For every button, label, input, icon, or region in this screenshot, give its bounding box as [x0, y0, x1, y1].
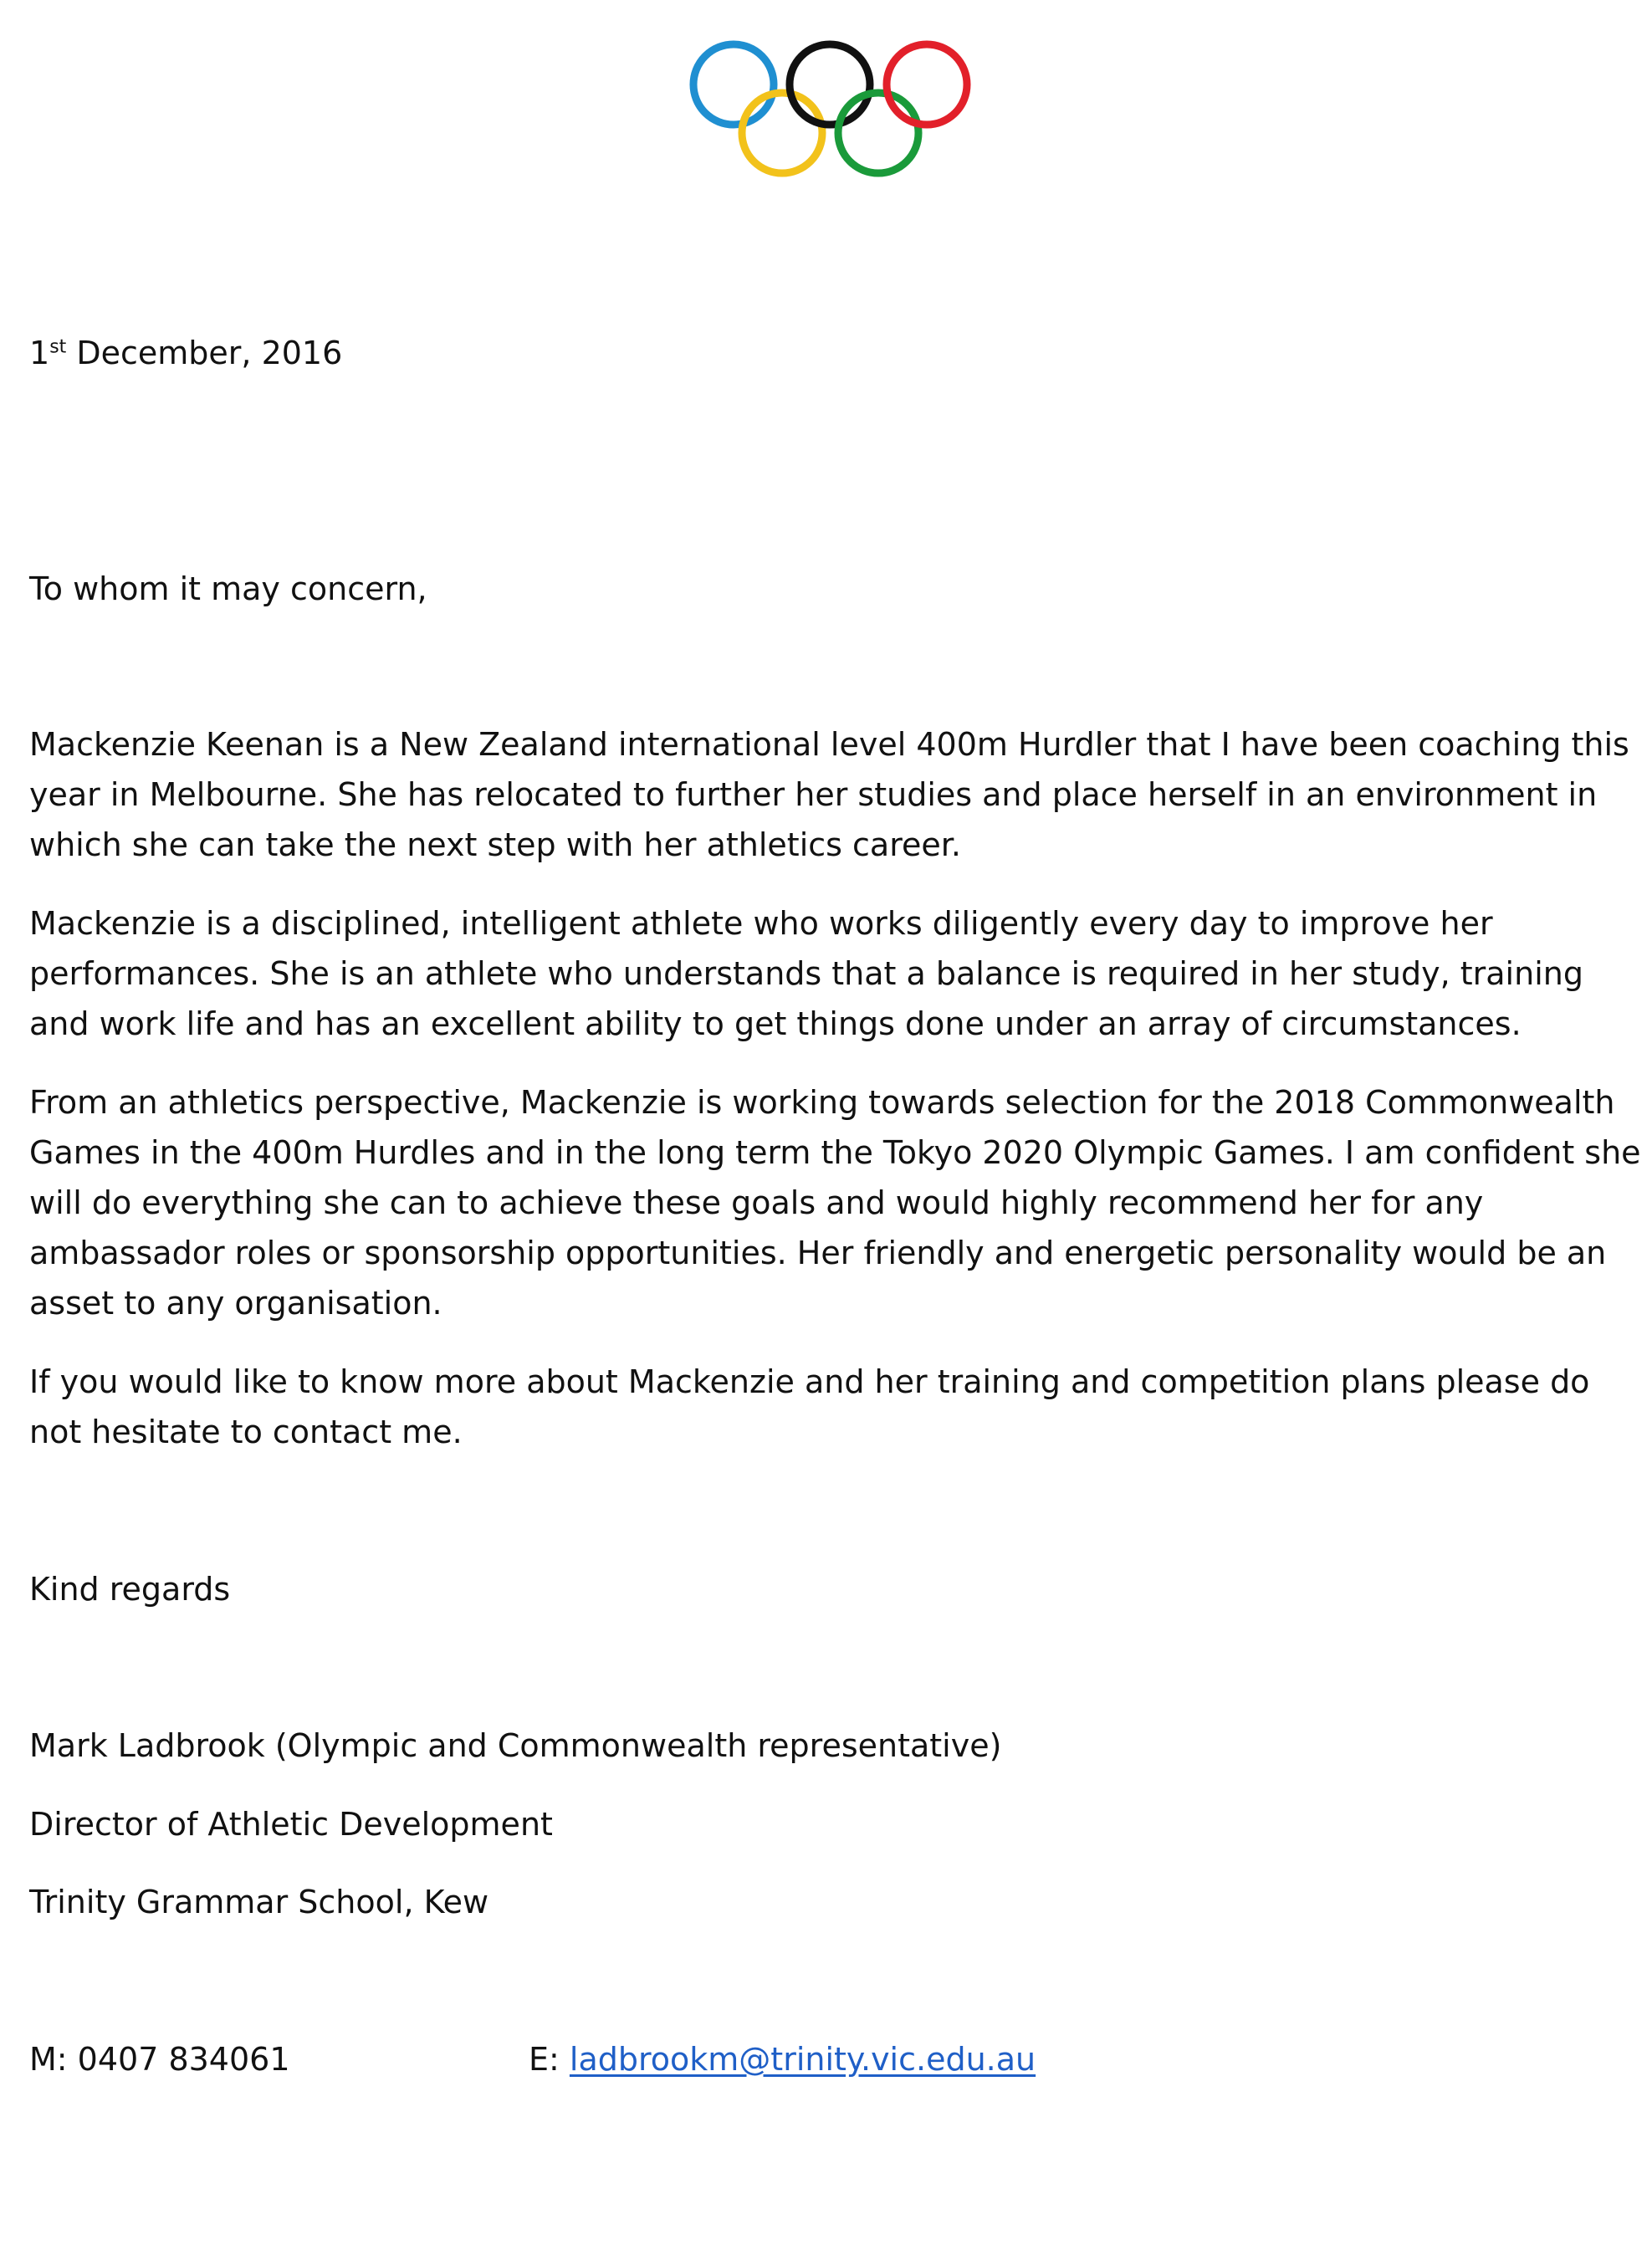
- body-paragraph-1: [29, 719, 1629, 870]
- email-label: E:: [529, 2041, 570, 2078]
- paragraph-line: Mackenzie is a disciplined, intelligent athlete who works diligently every day to improve her: [29, 905, 1493, 942]
- email-link[interactable]: ladbrookm@trinity.vic.edu.au: [569, 2041, 1036, 2078]
- paragraph-line: Games in the 400m Hurdles and in the long term the Tokyo 2020 Olympic Games. I am confident she: [29, 1134, 1641, 1171]
- yellow-ring: [742, 93, 822, 173]
- closing: Kind regards: [29, 1571, 231, 1608]
- paragraph-line: From an athletics perspective, Mackenzie is working towards selection for the 2018 Commonwealth: [29, 1084, 1615, 1121]
- body-paragraph-2: [29, 898, 1619, 1049]
- contact-mobile: M: 0407 834061: [29, 2041, 290, 2078]
- contact-email-row: [529, 2034, 1036, 2084]
- paragraph-line: will do everything she can to achieve these goals and would highly recommend her for any: [29, 1184, 1484, 1221]
- body-paragraph-4: [29, 1357, 1619, 1457]
- date-rest: December, 2016: [66, 335, 343, 371]
- signature-name: Mark Ladbrook (Olympic and Commonwealth representative): [29, 1727, 1002, 1764]
- olympic-rings-logo: [686, 37, 974, 183]
- paragraph-line: which she can take the next step with her athletics career.: [29, 826, 961, 863]
- paragraph-line: Mackenzie Keenan is a New Zealand international level 400m Hurdler that I have been coaching this: [29, 726, 1629, 763]
- paragraph-line: performances. She is an athlete who understands that a balance is required in her study, training: [29, 955, 1583, 992]
- green-ring: [838, 93, 918, 173]
- letter-date: [29, 328, 342, 378]
- signature-title: Director of Athletic Development: [29, 1806, 553, 1843]
- red-ring: [887, 44, 967, 125]
- paragraph-line: and work life and has an excellent ability to get things done under an array of circumstances.: [29, 1005, 1522, 1042]
- blue-ring: [693, 44, 774, 125]
- paragraph-line: year in Melbourne. She has relocated to further her studies and place herself in an environment in: [29, 776, 1598, 813]
- paragraph-line: ambassador roles or sponsorship opportunities. Her friendly and energetic personality would be an: [29, 1235, 1607, 1271]
- salutation: To whom it may concern,: [29, 570, 427, 607]
- black-ring: [790, 44, 870, 125]
- paragraph-line: If you would like to know more about Mackenzie and her training and competition plans please do: [29, 1363, 1590, 1400]
- date-day: 1: [29, 335, 50, 371]
- signature-organisation: Trinity Grammar School, Kew: [29, 1884, 489, 1920]
- paragraph-line: not hesitate to contact me.: [29, 1414, 463, 1450]
- paragraph-line: asset to any organisation.: [29, 1285, 442, 1322]
- body-paragraph-3: [29, 1077, 1641, 1328]
- date-suffix: st: [49, 336, 67, 358]
